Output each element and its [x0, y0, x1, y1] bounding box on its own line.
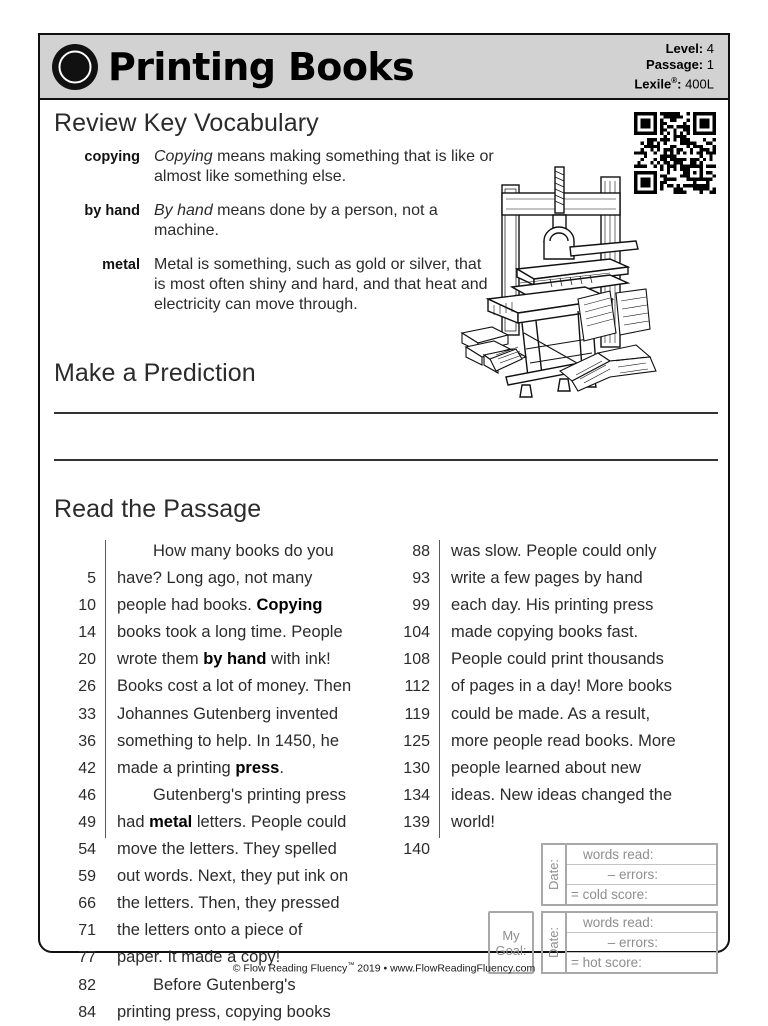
word-count: 20 — [78, 651, 96, 669]
meta-level — [634, 41, 714, 57]
passage-meta — [634, 41, 714, 92]
passage-line — [451, 755, 713, 782]
page-title: Printing Books — [108, 44, 415, 89]
hot-errors-label: – errors: — [567, 933, 716, 953]
meta-lexile-value: 400L — [685, 76, 714, 92]
hot-words-read-label: words read: — [567, 913, 716, 933]
goal-spacer — [488, 843, 541, 906]
passage-text: write a few pages by hand — [451, 569, 643, 588]
passage-line — [451, 646, 713, 673]
left-word-count-column — [54, 538, 96, 1026]
meta-lexile-label: Lexile — [634, 76, 672, 92]
word-count: 99 — [412, 597, 430, 615]
word-count: 42 — [78, 759, 96, 777]
passage-line — [451, 728, 713, 755]
passage-line — [117, 646, 379, 673]
prediction-heading: Make a Prediction — [54, 359, 256, 387]
vocabulary-definition — [154, 255, 494, 315]
vocabulary-definition-rest: means making something that is like or almost like something else. — [154, 148, 494, 185]
cold-score-label: = cold score: — [571, 887, 648, 902]
meta-passage-value: 1 — [706, 56, 714, 72]
word-count: 46 — [78, 786, 96, 804]
page-header — [40, 35, 728, 100]
passage-text: world! — [451, 812, 496, 831]
passage-text: Johannes Gutenberg invented — [117, 704, 339, 723]
passage-text: the letters onto a piece of — [117, 921, 303, 940]
hot-date-label: Date: — [546, 926, 562, 959]
vocabulary-list — [54, 147, 514, 329]
vocabulary-definition — [154, 147, 494, 187]
vocabulary-term: copying — [84, 149, 140, 165]
passage-line — [117, 782, 379, 809]
cold-score-row — [488, 843, 718, 906]
passage-line — [117, 538, 379, 565]
right-column-rule — [439, 540, 440, 838]
passage-text: the letters. Then, they pressed — [117, 894, 340, 913]
word-count: 26 — [78, 678, 96, 696]
passage-text: made copying books fast. — [451, 623, 639, 642]
passage-text: something to help. In 1450, he — [117, 731, 339, 750]
word-count: 5 — [87, 570, 96, 588]
left-column-rule — [105, 540, 106, 838]
passage-line — [117, 917, 379, 944]
meta-passage — [634, 57, 714, 73]
passage-line — [117, 972, 379, 999]
word-count: 36 — [78, 732, 96, 750]
flow-circle-logo-icon — [51, 43, 99, 91]
passage-line — [117, 755, 379, 782]
passage-heading: Read the Passage — [54, 495, 262, 523]
registered-mark-icon: ® — [671, 75, 678, 85]
passage-line — [117, 728, 379, 755]
passage-text: Books cost a lot of money. Then — [117, 677, 352, 696]
word-count: 88 — [412, 543, 430, 560]
word-count: 59 — [78, 868, 96, 886]
passage-line — [451, 782, 713, 809]
passage-text: could be made. As a result, — [451, 704, 651, 723]
word-count: 82 — [78, 976, 96, 994]
passage-line — [451, 701, 713, 728]
meta-lexile-colon: : — [677, 76, 682, 92]
passage-text: more people read books. More — [451, 731, 676, 750]
word-count: 77 — [78, 949, 96, 967]
passage-text: of pages in a day! More books — [451, 677, 673, 696]
passage-line — [451, 809, 713, 836]
prediction-write-line-1[interactable] — [54, 412, 718, 414]
passage-text: have? Long ago, not many — [117, 569, 313, 588]
passage-text: made a printing — [117, 758, 236, 777]
passage-text: printing press, copying books — [117, 1002, 331, 1021]
footer-copyright: © Flow Reading Fluency — [232, 962, 348, 975]
passage-text: ideas. New ideas changed the — [451, 785, 673, 804]
my-goal-label-line2: Goal: — [495, 942, 527, 958]
printing-press-illustration — [460, 163, 680, 403]
passage-text: wrote them — [117, 650, 204, 669]
vocabulary-entry — [54, 147, 514, 187]
word-count: 119 — [404, 705, 430, 723]
passage-text: . — [279, 758, 284, 777]
word-count: 10 — [78, 597, 96, 615]
word-count: 33 — [78, 705, 96, 723]
prediction-write-line-2[interactable] — [54, 459, 718, 461]
vocabulary-entry — [54, 201, 514, 241]
my-goal-label-line1: My — [502, 927, 520, 943]
trademark-icon: ™ — [347, 962, 355, 969]
passage-text: was slow. People could only — [451, 542, 657, 560]
passage-line — [117, 701, 379, 728]
passage-text: letters. People could — [192, 812, 347, 831]
vocabulary-word: by hand — [203, 650, 267, 669]
cold-score-fields[interactable] — [565, 843, 718, 906]
vocabulary-term: metal — [102, 257, 140, 273]
vocabulary-definition — [154, 201, 494, 241]
passage-text: People could print thousands — [451, 650, 664, 669]
passage-line — [117, 836, 379, 863]
passage-line — [117, 890, 379, 917]
passage-line — [117, 619, 379, 646]
passage-text: with ink! — [266, 650, 331, 669]
cold-words-read-label: words read: — [567, 845, 716, 865]
word-count: 125 — [403, 732, 430, 750]
cold-date-label: Date: — [546, 858, 562, 891]
passage-text: paper. It made a copy! — [117, 948, 281, 967]
passage-line — [451, 619, 713, 646]
word-count: 108 — [403, 651, 430, 669]
word-count: 112 — [404, 678, 430, 696]
hot-score-label: = hot score: — [571, 955, 642, 970]
word-count: 130 — [403, 759, 430, 777]
meta-lexile — [634, 73, 714, 92]
passage-line — [117, 592, 379, 619]
word-count: 104 — [403, 624, 430, 642]
vocabulary-definition-rest: means done by a person, not a machine. — [154, 202, 438, 239]
word-count: 54 — [78, 841, 96, 859]
passage-text: Before Gutenberg's — [153, 975, 296, 994]
passage-text: each day. His printing press — [451, 596, 654, 615]
footer-url: 2019 • www.FlowReadingFluency.com — [354, 962, 536, 975]
passage-text: out words. Next, they put ink on — [117, 867, 349, 886]
passage-text: people learned about new — [451, 758, 641, 777]
left-passage-text — [117, 538, 379, 1026]
word-count: 139 — [403, 813, 430, 831]
passage-line — [451, 673, 713, 700]
passage-text: How many books do you — [153, 542, 334, 560]
passage-text: had — [117, 812, 150, 831]
meta-passage-label: Passage: — [646, 56, 704, 72]
vocabulary-term: by hand — [84, 203, 140, 219]
word-count: 71 — [78, 922, 96, 940]
meta-level-label: Level: — [665, 40, 704, 56]
page-footer — [0, 962, 768, 975]
passage-text: books took a long time. People — [117, 623, 343, 642]
passage-text: Gutenberg's printing press — [153, 785, 347, 804]
word-count: 14 — [78, 624, 96, 642]
passage-line — [117, 809, 379, 836]
word-count: 134 — [403, 786, 430, 804]
vocabulary-word: Copying — [256, 596, 323, 615]
passage-line — [117, 999, 379, 1026]
score-tracker — [488, 843, 718, 979]
word-count: 93 — [412, 570, 430, 588]
word-count: 84 — [78, 1003, 96, 1021]
passage-text: move the letters. They spelled — [117, 840, 337, 859]
vocabulary-heading: Review Key Vocabulary — [54, 109, 319, 137]
word-count: 49 — [78, 813, 96, 831]
passage-line — [117, 565, 379, 592]
cold-errors-label: – errors: — [567, 865, 716, 885]
vocabulary-definition-lead: Copying — [154, 148, 213, 165]
right-word-count-column — [392, 538, 430, 1026]
passage-line — [117, 863, 379, 890]
passage-line — [451, 565, 713, 592]
vocabulary-entry — [54, 255, 514, 315]
passage-text: people had books. — [117, 596, 257, 615]
cold-date-box[interactable] — [541, 843, 565, 906]
word-count: 66 — [78, 895, 96, 913]
meta-level-value: 4 — [706, 40, 714, 56]
passage-line — [451, 538, 713, 565]
word-count: 140 — [403, 841, 430, 859]
vocabulary-word: metal — [149, 812, 193, 831]
vocabulary-definition-lead: By hand — [154, 202, 213, 219]
vocabulary-word: press — [235, 758, 280, 777]
passage-line — [451, 592, 713, 619]
vocabulary-definition-rest: Metal is something, such as gold or silver, that is most often shiny and hard, and that heat and electricity can move through. — [154, 256, 488, 313]
passage-line — [117, 673, 379, 700]
